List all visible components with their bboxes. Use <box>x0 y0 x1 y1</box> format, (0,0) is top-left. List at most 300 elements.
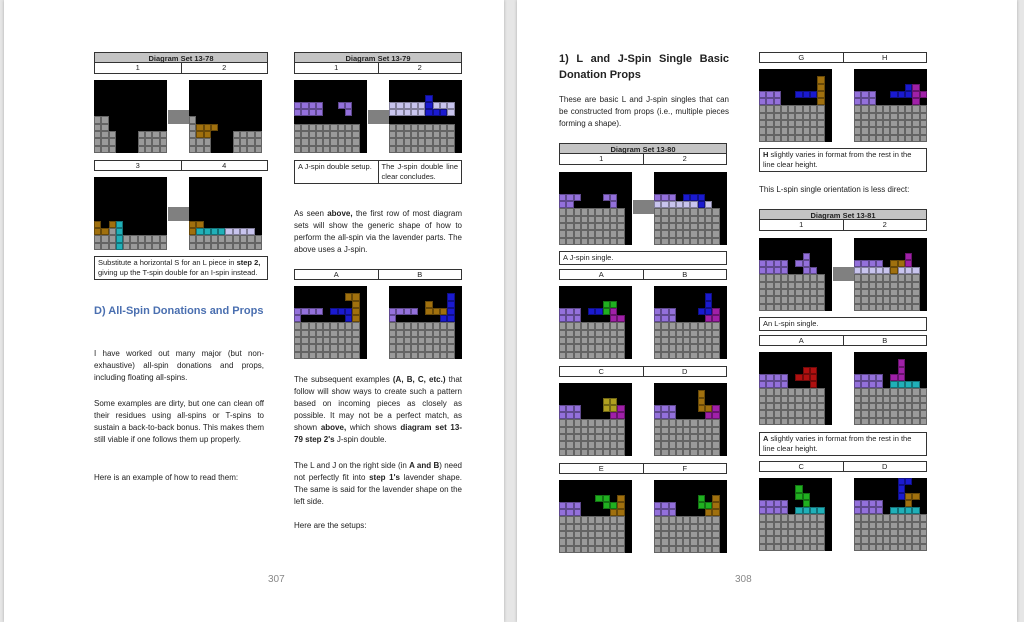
board-cell <box>404 146 411 153</box>
board-cell <box>869 536 876 543</box>
board-cell <box>788 91 795 98</box>
board-cell <box>661 427 668 434</box>
board-cell <box>861 120 868 127</box>
board-cell <box>803 388 810 395</box>
board-cell <box>389 352 396 359</box>
board-cell <box>247 87 254 94</box>
board-cell <box>683 230 690 237</box>
board-cell <box>774 69 781 76</box>
board-cell <box>920 69 927 76</box>
board-cell <box>145 235 152 242</box>
board-cell <box>145 206 152 213</box>
board-cell <box>654 315 661 322</box>
board-cell <box>196 184 203 191</box>
board-cell <box>617 441 624 448</box>
board-cell <box>581 179 588 186</box>
board-cell <box>912 522 919 529</box>
diagram-set-13-81-labels <box>759 220 927 231</box>
board-cell <box>455 146 462 153</box>
board-cell <box>447 330 454 337</box>
board-cell <box>418 131 425 138</box>
ab-labels-2 <box>759 335 927 346</box>
board-cell <box>101 206 108 213</box>
board-cell <box>345 87 352 94</box>
board-cell <box>774 267 781 274</box>
board-cell <box>138 199 145 206</box>
board-cell <box>788 381 795 388</box>
board-cell <box>898 544 905 551</box>
board-cell <box>389 80 396 87</box>
board-cell <box>676 487 683 494</box>
board-cell <box>661 201 668 208</box>
board-cell <box>869 493 876 500</box>
board-cell <box>759 418 766 425</box>
board-13-81-a <box>759 352 832 425</box>
board-cell <box>905 127 912 134</box>
board-cell <box>854 500 861 507</box>
board-cell <box>920 500 927 507</box>
board-cell <box>883 98 890 105</box>
board-13-78-step-3 <box>94 177 167 250</box>
column-label: C <box>598 367 604 376</box>
board-cell <box>211 177 218 184</box>
board-cell <box>861 359 868 366</box>
board-cell <box>130 102 137 109</box>
arrow-connector <box>368 110 390 124</box>
board-cell <box>774 352 781 359</box>
board-cell <box>898 403 905 410</box>
board-cell <box>109 192 116 199</box>
board-cell <box>905 418 912 425</box>
column-label: C <box>798 462 804 471</box>
board-cell <box>566 344 573 351</box>
board-cell <box>352 80 359 87</box>
board-cell <box>603 495 610 502</box>
board-cell <box>94 116 101 123</box>
board-cell <box>447 301 454 308</box>
board-cell <box>617 230 624 237</box>
board-cell <box>766 500 773 507</box>
board-cell <box>661 419 668 426</box>
board-cell <box>574 419 581 426</box>
board-cell <box>574 398 581 405</box>
board-cell <box>774 514 781 521</box>
board-cell <box>404 337 411 344</box>
board-cell <box>101 213 108 220</box>
column-label: B <box>378 270 462 279</box>
board-cell <box>883 388 890 395</box>
board-cell <box>255 146 262 153</box>
board-cell <box>610 524 617 531</box>
board-cell <box>566 531 573 538</box>
board-cell <box>683 172 690 179</box>
board-cell <box>247 95 254 102</box>
board-cell <box>766 127 773 134</box>
board-cell <box>581 390 588 397</box>
board-cell <box>411 131 418 138</box>
board-cell <box>698 172 705 179</box>
board-cell <box>795 485 802 492</box>
board-cell <box>418 308 425 315</box>
board-cell <box>890 267 897 274</box>
board-cell <box>610 187 617 194</box>
board-cell <box>559 308 566 315</box>
board-cell <box>294 80 301 87</box>
board-cell <box>595 187 602 194</box>
board-cell <box>345 293 352 300</box>
board-cell <box>109 146 116 153</box>
board-cell <box>781 245 788 252</box>
board-cell <box>781 485 788 492</box>
board-cell <box>240 80 247 87</box>
board-cell <box>861 374 868 381</box>
diagram-set-13-81-title: Diagram Set 13-81 <box>759 209 927 220</box>
board-cell <box>455 352 462 359</box>
board-cell <box>338 330 345 337</box>
text: The L and J on the right side (in <box>294 461 410 470</box>
board-cell <box>294 146 301 153</box>
board-cell <box>138 116 145 123</box>
board-cell <box>683 398 690 405</box>
board-cell <box>781 69 788 76</box>
board-cell <box>360 337 367 344</box>
board-cell <box>455 109 462 116</box>
board-13-80-c <box>559 383 632 456</box>
board-cell <box>338 322 345 329</box>
board-cell <box>795 289 802 296</box>
board-cell <box>676 398 683 405</box>
board-cell <box>788 267 795 274</box>
board-cell <box>309 80 316 87</box>
board-cell <box>396 286 403 293</box>
board-cell <box>817 113 824 120</box>
board-cell <box>661 301 668 308</box>
board-cell <box>588 172 595 179</box>
board-cell <box>204 95 211 102</box>
board-cell <box>890 396 897 403</box>
board-cell <box>581 238 588 245</box>
board-cell <box>433 146 440 153</box>
board-cell <box>795 396 802 403</box>
board-cell <box>803 352 810 359</box>
board-cell <box>411 95 418 102</box>
board-cell <box>211 80 218 87</box>
board-cell <box>603 441 610 448</box>
board-cell <box>766 544 773 551</box>
board-cell <box>396 146 403 153</box>
board-cell <box>661 487 668 494</box>
board-cell <box>876 135 883 142</box>
board-cell <box>795 91 802 98</box>
board-cell <box>690 516 697 523</box>
board-cell <box>817 418 824 425</box>
board-cell <box>123 87 130 94</box>
board-cell <box>225 80 232 87</box>
board-cell <box>595 383 602 390</box>
board-cell <box>352 102 359 109</box>
board-cell <box>920 352 927 359</box>
board-cell <box>912 493 919 500</box>
board-cell <box>566 187 573 194</box>
board-cell <box>720 301 727 308</box>
board-cell <box>617 390 624 397</box>
board-cell <box>603 293 610 300</box>
board-cell <box>447 315 454 322</box>
board-cell <box>803 120 810 127</box>
board-cell <box>759 367 766 374</box>
board-cell <box>345 322 352 329</box>
board-cell <box>774 536 781 543</box>
board-cell <box>854 352 861 359</box>
board-cell <box>920 113 927 120</box>
board-cell <box>669 187 676 194</box>
board-cell <box>160 206 167 213</box>
board-cell <box>698 238 705 245</box>
board-cell <box>720 383 727 390</box>
board-cell <box>690 538 697 545</box>
board-cell <box>869 267 876 274</box>
board-cell <box>781 500 788 507</box>
board-cell <box>211 184 218 191</box>
board-cell <box>433 80 440 87</box>
board-cell <box>883 352 890 359</box>
board-cell <box>661 546 668 553</box>
board-cell <box>898 98 905 105</box>
board-cell <box>338 138 345 145</box>
board-cell <box>661 412 668 419</box>
board-cell <box>247 138 254 145</box>
board-cell <box>690 308 697 315</box>
board-cell <box>559 419 566 426</box>
caption-a <box>759 432 927 456</box>
board-cell <box>101 131 108 138</box>
board-cell <box>255 192 262 199</box>
board-cell <box>825 135 832 142</box>
board-cell <box>890 105 897 112</box>
board-cell <box>301 315 308 322</box>
board-cell <box>788 529 795 536</box>
board-cell <box>294 344 301 351</box>
board-cell <box>781 544 788 551</box>
board-cell <box>698 216 705 223</box>
board-cell <box>574 201 581 208</box>
board-cell <box>588 352 595 359</box>
board-cell <box>595 546 602 553</box>
board-cell <box>418 80 425 87</box>
board-cell <box>574 449 581 456</box>
board-cell <box>810 98 817 105</box>
board-cell <box>876 493 883 500</box>
board-cell <box>705 449 712 456</box>
board-cell <box>625 434 632 441</box>
board-cell <box>610 315 617 322</box>
board-cell <box>574 412 581 419</box>
board-cell <box>109 102 116 109</box>
board-cell <box>316 308 323 315</box>
board-cell <box>720 201 727 208</box>
board-cell <box>625 390 632 397</box>
board-cell <box>581 502 588 509</box>
board-cell <box>890 536 897 543</box>
board-cell <box>595 509 602 516</box>
board-cell <box>588 315 595 322</box>
board-cell <box>759 493 766 500</box>
board-cell <box>883 84 890 91</box>
board-cell <box>890 418 897 425</box>
column-label: 2 <box>181 63 268 73</box>
board-cell <box>566 449 573 456</box>
board-cell <box>825 98 832 105</box>
board-cell <box>698 487 705 494</box>
board-cell <box>338 87 345 94</box>
board-cell <box>705 293 712 300</box>
board-cell <box>676 308 683 315</box>
board-cell <box>676 495 683 502</box>
board-cell <box>581 509 588 516</box>
board-cell <box>825 359 832 366</box>
board-cell <box>876 113 883 120</box>
board-cell <box>920 485 927 492</box>
board-cell <box>411 146 418 153</box>
board-cell <box>625 405 632 412</box>
board-cell <box>676 434 683 441</box>
board-cell <box>352 286 359 293</box>
board-cell <box>788 396 795 403</box>
board-cell <box>160 116 167 123</box>
board-cell <box>825 485 832 492</box>
board-cell <box>825 388 832 395</box>
board-cell <box>617 487 624 494</box>
board-cell <box>595 223 602 230</box>
board-cell <box>316 330 323 337</box>
board-cell <box>876 485 883 492</box>
board-cell <box>788 359 795 366</box>
board-cell <box>698 352 705 359</box>
board-cell <box>588 337 595 344</box>
board-cell <box>810 367 817 374</box>
board-cell <box>854 76 861 83</box>
board-cell <box>920 120 927 127</box>
board-cell <box>654 238 661 245</box>
board-cell <box>566 398 573 405</box>
board-cell <box>338 124 345 131</box>
board-cell <box>233 228 240 235</box>
board-cell <box>617 434 624 441</box>
board-cell <box>160 146 167 153</box>
board-cell <box>869 69 876 76</box>
board-cell <box>123 109 130 116</box>
board-cell <box>720 419 727 426</box>
board-cell <box>869 514 876 521</box>
board-cell <box>389 330 396 337</box>
board-cell <box>138 184 145 191</box>
board-cell <box>795 120 802 127</box>
board-cell <box>774 381 781 388</box>
board-cell <box>720 524 727 531</box>
board-13-79-b <box>389 286 462 359</box>
board-cell <box>803 69 810 76</box>
board-cell <box>705 230 712 237</box>
board-cell <box>345 116 352 123</box>
board-cell <box>669 398 676 405</box>
board-cell <box>595 405 602 412</box>
board-cell <box>225 95 232 102</box>
board-cell <box>876 267 883 274</box>
board-cell <box>130 109 137 116</box>
board-cell <box>240 184 247 191</box>
board-cell <box>309 109 316 116</box>
board-cell <box>876 352 883 359</box>
board-cell <box>433 131 440 138</box>
board-cell <box>595 194 602 201</box>
board-cell <box>817 403 824 410</box>
board-cell <box>788 500 795 507</box>
board-cell <box>683 480 690 487</box>
board-cell <box>94 192 101 199</box>
board-cell <box>581 383 588 390</box>
board-cell <box>455 308 462 315</box>
board-cell <box>912 367 919 374</box>
board-cell <box>876 69 883 76</box>
board-cell <box>309 131 316 138</box>
board-cell <box>676 315 683 322</box>
board-cell <box>116 124 123 131</box>
board-cell <box>101 243 108 250</box>
board-cell <box>898 507 905 514</box>
board-13-78-step-2 <box>189 80 262 153</box>
board-cell <box>255 138 262 145</box>
board-cell <box>625 480 632 487</box>
board-cell <box>447 109 454 116</box>
board-cell <box>301 146 308 153</box>
board-cell <box>766 282 773 289</box>
page-number: 308 <box>735 574 752 585</box>
board-cell <box>218 116 225 123</box>
board-cell <box>389 87 396 94</box>
board-cell <box>698 344 705 351</box>
board-cell <box>861 352 868 359</box>
board-cell <box>233 87 240 94</box>
board-cell <box>803 98 810 105</box>
board-cell <box>247 102 254 109</box>
board-cell <box>94 109 101 116</box>
board-cell <box>588 495 595 502</box>
board-cell <box>138 228 145 235</box>
column-label: H <box>843 53 927 62</box>
board-cell <box>854 374 861 381</box>
board-cell <box>225 206 232 213</box>
board-cell <box>890 500 897 507</box>
board-cell <box>676 419 683 426</box>
board-cell <box>581 487 588 494</box>
board-cell <box>920 282 927 289</box>
board-cell <box>669 238 676 245</box>
board-cell <box>625 495 632 502</box>
board-cell <box>705 434 712 441</box>
board-cell <box>218 213 225 220</box>
board-cell <box>138 102 145 109</box>
board-cell <box>338 116 345 123</box>
board-cell <box>138 206 145 213</box>
board-cell <box>109 221 116 228</box>
board-cell <box>294 102 301 109</box>
board-cell <box>603 524 610 531</box>
board-cell <box>625 419 632 426</box>
board-cell <box>781 529 788 536</box>
board-cell <box>683 405 690 412</box>
board-cell <box>759 84 766 91</box>
board-cell <box>294 293 301 300</box>
